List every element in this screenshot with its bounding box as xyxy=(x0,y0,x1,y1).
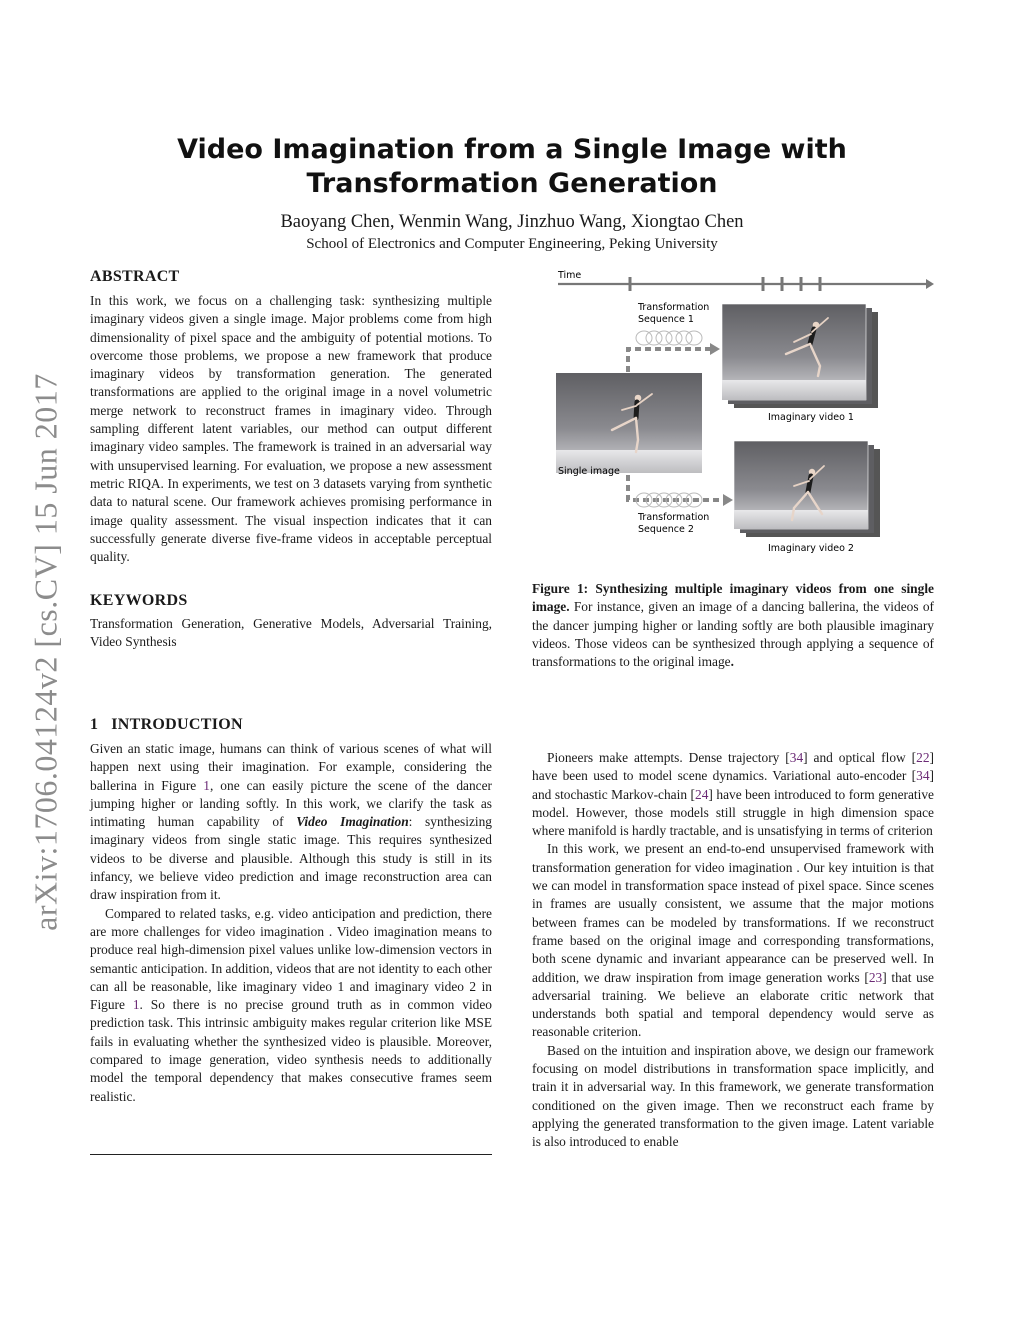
imaginary-video-1 xyxy=(722,304,878,408)
paper-title: Video Imagination from a Single Image with Transformation Generation xyxy=(177,134,847,199)
author-list: Baoyang Chen, Wenmin Wang, Jinzhuo Wang, Xiongtao Chen xyxy=(280,212,744,232)
seq1-label-line1: Transformation xyxy=(638,302,710,313)
citation-link[interactable]: 22 xyxy=(916,750,930,765)
timeline-axis xyxy=(558,277,934,291)
intro-left-column xyxy=(90,740,492,1106)
citation-link[interactable]: 34 xyxy=(916,768,930,784)
abstract-body xyxy=(90,292,492,566)
time-label: Time xyxy=(558,270,582,281)
single-image-label: Single image xyxy=(558,466,620,477)
intro-paragraph-4: In this work, we present an end-to-end unsupervised framework with transformation generation for video imagination . Our key intuition is that we can model in transformation space instead of pixel space. Since scenes in frames are usually consistent, we assume that the major motions between frames can be modeled by transformations. If we reconstruct frame based on the original image and corresponding transformations, both scene dynamic and invariant appearance can be preserved well. In addition, we draw inspiration from image generation works [23] that use adversarial training. We believe an elaborate critic network that understands both spatial and temporal dependency would serve as reasonable criterion. xyxy=(532,841,934,1040)
seq2-arrowhead xyxy=(723,494,733,506)
figure-ref-link[interactable]: 1 xyxy=(203,777,210,793)
intro-right-column xyxy=(532,749,934,1152)
seq1-transform-icons xyxy=(636,331,702,345)
figure-ref-link[interactable]: 1 xyxy=(132,997,140,1013)
caption-text: For instance, given an image of a dancing ballerina, the videos of the dancer jumping higher or landing softly are both plausible imaginary videos. Those videos can be synthesized through applying a sequence of transformations to the original image xyxy=(532,599,934,670)
intro-paragraph-5: Based on the intuition and inspiration above, we design our framework focusing on model distributions in transformation space implicitly, and train it in adversarial way. In this framework, we generate transformation conditioned on the given image. Then we reconstruct each frame by applying the generated transformation to the given image. Latent variable is also introduced to enable xyxy=(532,1042,934,1150)
seq2-label-line2: Sequence 2 xyxy=(638,524,694,535)
emphasis-term: Video Imagination xyxy=(296,814,409,830)
figure-1-caption xyxy=(532,580,934,671)
seq2-label-line1: Transformation xyxy=(638,512,710,523)
affiliation: School of Electronics and Computer Engineering, Peking University xyxy=(306,236,718,252)
introduction-heading xyxy=(90,716,243,734)
figure-1-diagram xyxy=(548,262,934,562)
caption-label: Figure 1: Synthesizing multiple imaginary videos from one single image. xyxy=(532,581,934,615)
seq2-arrow xyxy=(628,475,723,500)
keywords-text: Transformation Generation, Generative Models, Adversarial Training, Video Synthesis xyxy=(90,616,492,650)
abstract-heading: ABSTRACT xyxy=(90,268,180,285)
arxiv-stamp: arXiv:1706.04124v2 [cs.CV] 15 Jun 2017 xyxy=(27,373,64,931)
section-title: INTRODUCTION xyxy=(111,716,243,733)
section-number: 1 xyxy=(90,716,99,733)
citation-link[interactable]: 34 xyxy=(789,750,804,765)
imaginary-video-2 xyxy=(734,441,880,537)
citation-link[interactable]: 24 xyxy=(695,786,709,802)
seq1-arrowhead xyxy=(710,343,720,355)
abstract-text: In this work, we focus on a challenging task: synthesizing multiple imaginary videos given a single image. Major problems come from high dimensionality of pixel space and the ambiguity of potential motions. To overcome those problems, we propose a new framework that produce imaginary videos by transformation generation. The generated transformations are applied to the original image in a novel volumetric merge network to reconstruct frames in imaginary video. Through sampling different latent variables, our method can output different imaginary video samples. The framework is trained in an adversarial way with unsupervised learning. For evaluation, we propose a new assessment metric RIQA. In experiments, we test on 3 datasets varying from synthetic data to natural scene. Our framework achieves promising performance in image quality assessment. The visual inspection indicates that it can successfully generate diverse five-frame videos in acceptable perceptual quality. xyxy=(90,293,492,565)
intro-paragraph-1: Given an static image, humans can think of various scenes of what will happen next using their imagination. For example, considering the ballerina in Figure 1, one can easily picture the scene of the dancer jumping higher or landing softly. In this work, we clarify the task as intimating human capability of Video Imagination: synthesizing imaginary videos from single static image. This requires synthesized videos to be diverse and plausible. Although this study is still in its infancy, we believe video prediction and image reconstruction area can draw inspiration from it. xyxy=(90,741,493,903)
keywords-body xyxy=(90,615,492,652)
intro-paragraph-2: Compared to related tasks, e.g. video anticipation and prediction, there are more challenges for video imagination . Video imagination means to produce real high-dimension pixel values unlike low-dimension vectors in semantic anticipation. In addition, videos that are not identity to each other can all be reasonable, like imaginary video 1 and imaginary video 2 in Figure 1. So there is no precise ground truth as in common video prediction task. This intrinsic ambiguity makes regular criterion like MSE fails in evaluating whether the synthesized video is plausible. Moreover, compared to image generation, video synthesis needs to additionally model the temporal dependency that makes consecutive frames seem realistic. xyxy=(90,905,492,1104)
keywords-heading: KEYWORDS xyxy=(90,592,188,609)
caption-end: . xyxy=(730,654,734,670)
citation-link[interactable]: 23 xyxy=(868,969,883,985)
intro-paragraph-3: Pioneers make attempts. Dense trajectory [34] and optical flow [22] have been used to model scene dynamics. Variational auto-encoder [34] and stochastic Markov-chain [24] have been introduced to form generative model. However, those models still struggle in high dimension space where manifold is hardly tractable, and is unsatisfying in terms of criterion xyxy=(532,750,934,839)
video1-label: Imaginary video 1 xyxy=(768,412,854,423)
footnote-rule xyxy=(90,1154,492,1155)
video2-label: Imaginary video 2 xyxy=(768,543,854,554)
seq1-label-line2: Sequence 1 xyxy=(638,314,694,325)
single-image xyxy=(556,373,702,473)
seq1-arrow xyxy=(628,349,710,372)
